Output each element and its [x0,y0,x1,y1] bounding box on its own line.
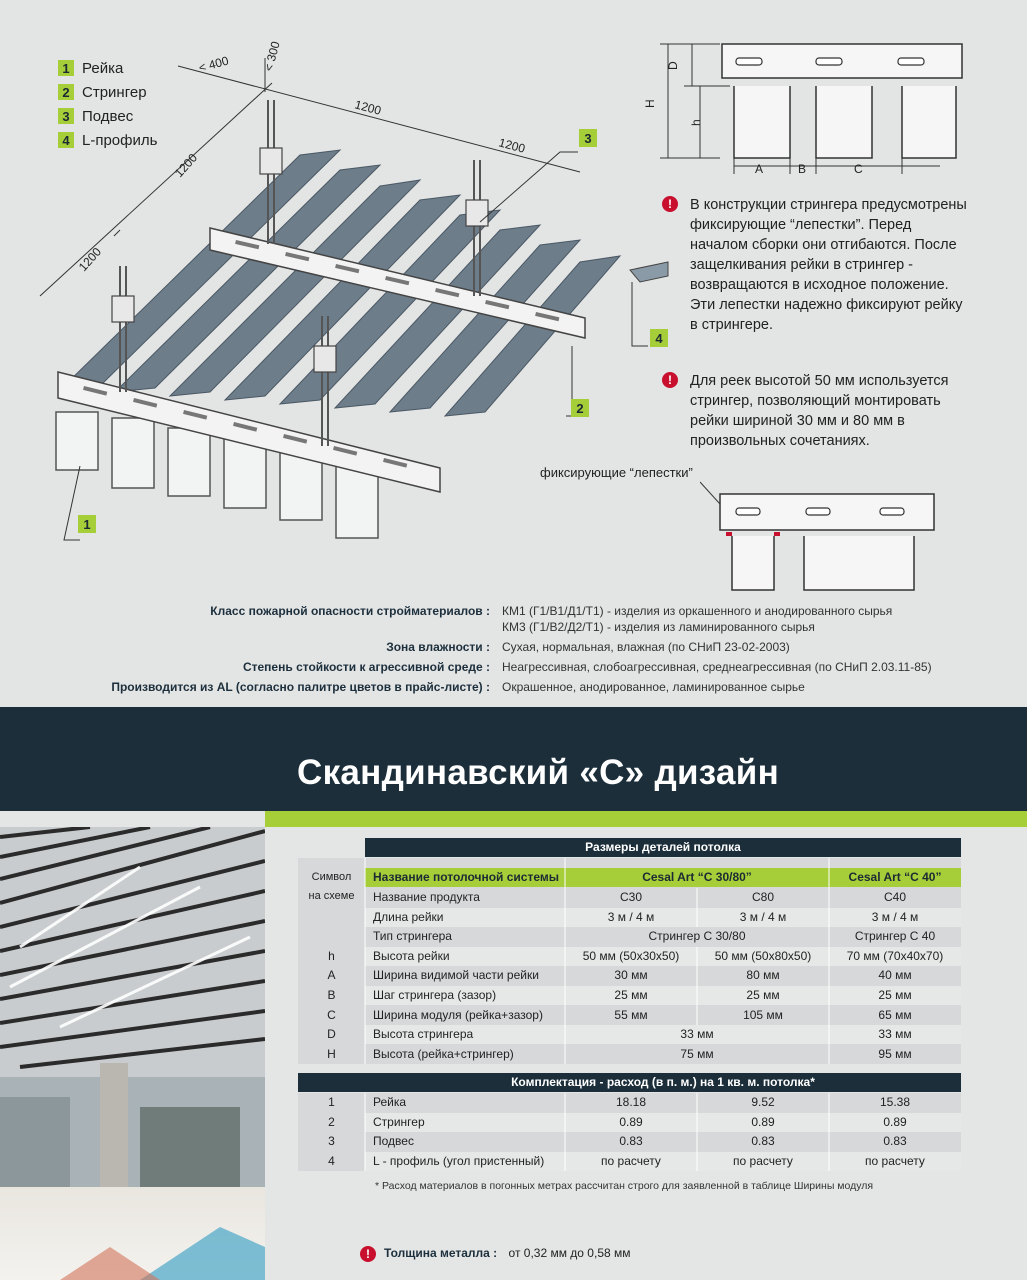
footnote: * Расход материалов в погонных метрах рассчитан строго для заявленной в таблице Ширины модуля [375,1180,874,1192]
legend-label: Подвес [82,107,134,125]
row-value-c80: 9.52 [751,1095,775,1109]
property-value: Неагрессивная, слобоагрессивная, среднеагрессивная (по СНиП 2.03.11-85) [502,660,932,674]
row-value-c80: 0.83 [751,1134,775,1149]
property-value: КМ1 (Г1/В1/Д1/Т1) - изделия из оркашенного и анодированного сырья [502,604,893,618]
row-value-merged: 33 мм [680,1027,714,1042]
row-value-c80: 80 мм [746,968,780,983]
dim-400: < 400 [197,53,231,75]
table-row-background [298,1073,365,1092]
property-key: Степень стойкости к агрессивной среде : [242,660,490,674]
thickness-label: Толщина металла : [384,1246,498,1260]
row-name: Стрингер [373,1114,425,1129]
row-value-c80: по расчету [733,1153,793,1168]
row-value-c40: 0.83 [883,1134,907,1149]
row-symbol: B [327,988,336,1002]
petals-label: фиксирующие “лепестки” [540,465,693,480]
callout-4: 4 [650,329,668,347]
row-value-c40: 3 м / 4 м [871,909,919,924]
legend-number: 2 [58,84,74,100]
row-value-c40: 15.38 [879,1095,911,1109]
row-value-c80: 105 мм [743,1007,783,1022]
row-symbol: 1 [328,1095,335,1109]
property-value: КМ3 (Г1/В2/Д2/Т1) - изделия из ламинированного сырья [502,620,815,634]
row-symbol [298,908,365,927]
row-value-c30: 18.18 [615,1095,647,1109]
row-name: Ширина видимой части рейки [373,968,539,983]
row-value-c80: 25 мм [746,988,780,1002]
row-value-c30: 0.89 [619,1114,643,1129]
section-label-b: B [798,162,807,176]
property-value: Сухая, нормальная, влажная (по СНиП 23-02-2003) [502,640,790,654]
system-a-label: Cesal Art “С 30/80” [565,868,829,887]
system-label: Название потолочной системы [365,868,565,887]
section-label-d: D [666,61,680,70]
property-key: Зона влажности : [386,640,490,654]
row-value-c30: С30 [619,890,642,904]
row-value-c30: 0.83 [619,1134,643,1149]
row-symbol: C [327,1007,336,1022]
dim-1200-top: 1200 [353,97,383,118]
ceiling-photo-illustration [0,827,265,1280]
symbol-header: Символ [311,871,352,883]
callout-2: 2 [571,399,589,417]
row-value-c80: 0.89 [751,1114,775,1129]
thickness-value: от 0,32 мм до 0,58 мм [508,1246,631,1260]
section-label-a: A [755,162,764,176]
row-value-merged: Стрингер С 30/80 [648,929,746,944]
row-symbol: D [327,1027,336,1042]
row-name: L - профиль (угол пристенный) [373,1153,545,1168]
row-value-c80: 3 м / 4 м [739,909,787,924]
section-label-h-total: H [643,99,657,108]
property-key: Класс пожарной опасности стройматериалов : [210,604,490,618]
row-name: Рейка [373,1095,407,1109]
note-stringer-text: Для реек высотой 50 мм используется стрингер, позволяющий монтировать рейки шириной 30 мм и 80 мм в произвольных сочетаниях. [690,373,949,449]
row-value-c40: 95 мм [878,1046,912,1061]
row-value-merged: 75 мм [680,1046,714,1061]
row-name: Высота (рейка+стрингер) [373,1046,514,1061]
warning-icon: ! [662,372,678,388]
row-name: Высота стрингера [373,1027,474,1042]
stringer-section-diagram [640,36,980,186]
row-name: Ширина модуля (рейка+зазор) [373,1007,543,1022]
accent-strip [265,811,1027,827]
page-title: Скандинавский «С» дизайн [297,753,780,792]
slats [60,150,620,416]
row-value-c40: 0.89 [883,1114,907,1129]
dim-1200-left: 1200 [171,150,201,181]
warning-icon: ! [662,196,678,212]
system-b-label: Cesal Art “С 40” [829,868,961,887]
property-key: Производится из AL (согласно палитре цветов в прайс-листе) : [111,680,490,694]
row-value-c30: 55 мм [614,1007,648,1022]
row-value-c40: 25 мм [878,988,912,1002]
row-symbol: h [328,948,335,963]
table-title: Размеры деталей потолка [365,838,961,857]
legend-number: 4 [58,132,74,148]
property-value: Окрашенное, анодированное, ламинированное сырье [502,680,805,694]
row-symbol [298,888,365,907]
warning-icon: ! [360,1246,376,1262]
row-symbol [298,927,365,946]
l-profile [630,262,668,282]
row-symbol: 2 [328,1114,335,1129]
row-value-c80: С80 [751,890,774,904]
row-value-c30: 30 мм [614,968,648,983]
petals-detail-diagram [700,476,950,596]
metal-thickness [360,1246,631,1260]
row-value-c30: по расчету [601,1153,661,1168]
row-symbol: 4 [328,1153,335,1168]
row-name: Высота рейки [373,948,450,963]
row-value-c40: Стрингер С 40 [854,929,936,944]
row-symbol: A [327,968,336,983]
row-value-c40: 70 мм (70х40х70) [846,948,944,963]
note-stringer [668,371,970,451]
dim-1200-right: 1200 [497,135,527,156]
row-value-c40: 40 мм [878,968,912,983]
row-name: Тип стрингера [373,929,452,944]
legend-label: Рейка [82,59,124,77]
row-value-c80: 50 мм (50х80х50) [714,948,812,963]
symbol-header: на схеме [308,890,355,902]
ceiling-assembly-drawing [0,0,680,600]
section-label-c: C [854,162,863,176]
legend-label: Стрингер [82,83,147,101]
section-label-h: h [689,119,703,126]
row-symbol: H [327,1046,336,1061]
note-petals [668,195,970,335]
row-value-c40: 65 мм [878,1007,912,1022]
row-name: Название продукта [373,890,480,904]
legend-label: L-профиль [82,131,158,149]
dim-300: < 300 [261,39,283,73]
row-value-c40: по расчету [865,1153,925,1168]
ceiling-photo [0,827,265,1280]
row-name: Шаг стрингера (зазор) [373,988,497,1002]
row-value-c40: 33 мм [878,1027,912,1042]
note-petals-text: В конструкции стрингера предусмотрены фиксирующие “лепестки”. Перед началом сборки они отгибаются. После защелкивания рейки в стрингер - возвращаются в исходное положение. Эти лепестки надежно фиксируют рейку в стрингере. [690,197,967,333]
row-value-c40: С40 [883,890,906,904]
callout-1: 1 [78,515,96,533]
row-value-c30: 50 мм (50х30х50) [582,948,680,963]
table2-title: Комплектация - расход (в п. м.) на 1 кв. м. потолка* [365,1073,961,1092]
callout-3: 3 [579,129,597,147]
legend-number: 1 [58,60,74,76]
row-name: Длина рейки [373,909,444,924]
row-value-c30: 3 м / 4 м [607,909,655,924]
dim-1200-bottom: 1200 [75,244,105,275]
row-value-c30: 25 мм [614,988,648,1002]
row-symbol: 3 [328,1134,335,1149]
row-name: Подвес [373,1134,414,1149]
legend-number: 3 [58,108,74,124]
